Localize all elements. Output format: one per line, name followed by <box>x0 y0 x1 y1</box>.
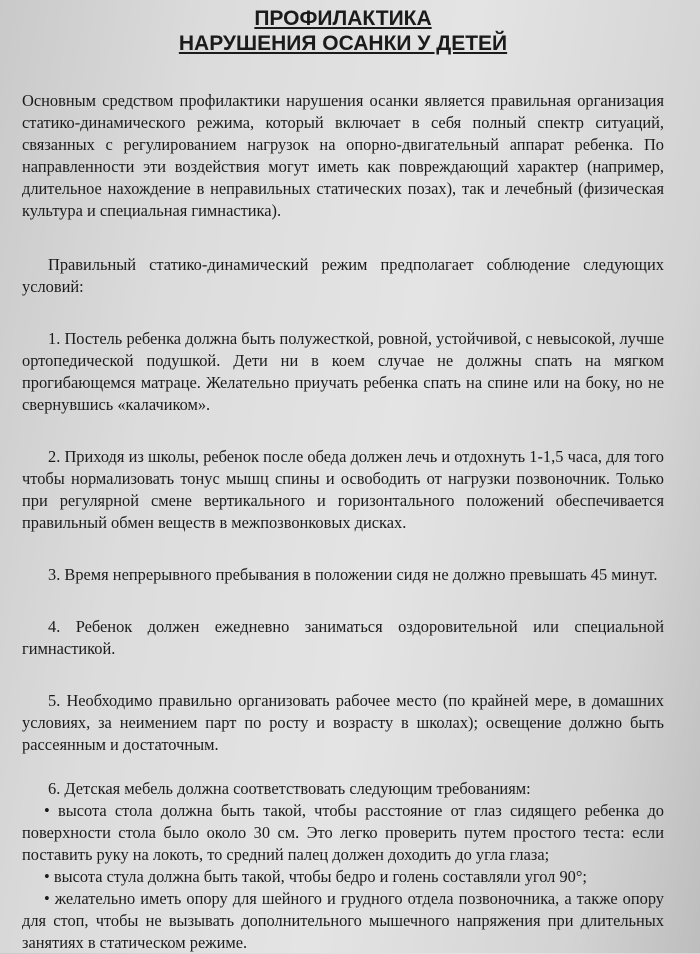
title-line-1: ПРОФИЛАКТИКА <box>254 7 432 30</box>
condition-item-1: 1. Постель ребенка должна быть полужесткой, ровной, устойчивой, с невысокой, лучше ортопедической подушкой. Дети ни в коем случае не должны спать на мягком прогибающемся матраце. Желательно приучать ребенка спать на спине или на боку, но не свернувшись «калачиком». <box>22 329 664 414</box>
condition-item-4: 4. Ребенок должен ежедневно заниматься оздоровительной или специальной гимнастикой. <box>22 617 664 658</box>
condition-item-2: 2. Приходя из школы, ребенок после обеда должен лечь и отдохнуть 1-1,5 часа, для того чтобы нормализовать тонус мышц спины и освободить от нагрузки позвоночник. Только при регулярной смене вертикального и горизонтального положений обеспечивается правильный обмен веществ в межпозвонковых дисках. <box>22 447 664 532</box>
furniture-bullet-2: • высота стула должна быть такой, чтобы бедро и голень составляли угол 90°; <box>44 867 587 886</box>
conditions-intro-paragraph: Правильный статико-динамический режим предполагает соблюдение следующих условий: <box>22 255 664 296</box>
condition-item-6: 6. Детская мебель должна соответствовать следующим требованиям: <box>48 779 531 798</box>
condition-item-5: 5. Необходимо правильно организовать рабочее место (по крайней мере, в домашних условиях, за неимением парт по росту и возрасту в школах); освещение должно быть рассеянным и достаточным. <box>22 691 664 754</box>
page-title <box>22 6 664 56</box>
furniture-bullet-3: • желательно иметь опору для шейного и грудного отдела позвоночника, а также опору для стоп, чтобы не вызывать дополнительного мышечного напряжения при длительных занятиях в статическом режиме. <box>22 889 664 952</box>
condition-item-3: 3. Время непрерывного пребывания в положении сидя не должно превышать 45 минут. <box>48 565 658 584</box>
title-line-2: НАРУШЕНИЯ ОСАНКИ У ДЕТЕЙ <box>178 32 508 55</box>
intro-paragraph: Основным средством профилактики нарушения осанки является правильная организация статико-динамического режима, который включает в себя полный спектр ситуаций, связанных с регулированием нагрузок на опорно-двигательный аппарат ребенка. По направленности эти воздействия могут иметь как повреждающий характер (например, длительное нахождение в неправильных статических позах), так и лечебный (физическая культура и специальная гимнастика). <box>22 91 664 220</box>
furniture-bullet-1: • высота стола должна быть такой, чтобы расстояние от глаз сидящего ребенка до поверхности стола было около 30 см. Это легко проверить путем простого теста: если поставить руку на локоть, то средний палец должен доходить до угла глаза; <box>22 801 664 864</box>
